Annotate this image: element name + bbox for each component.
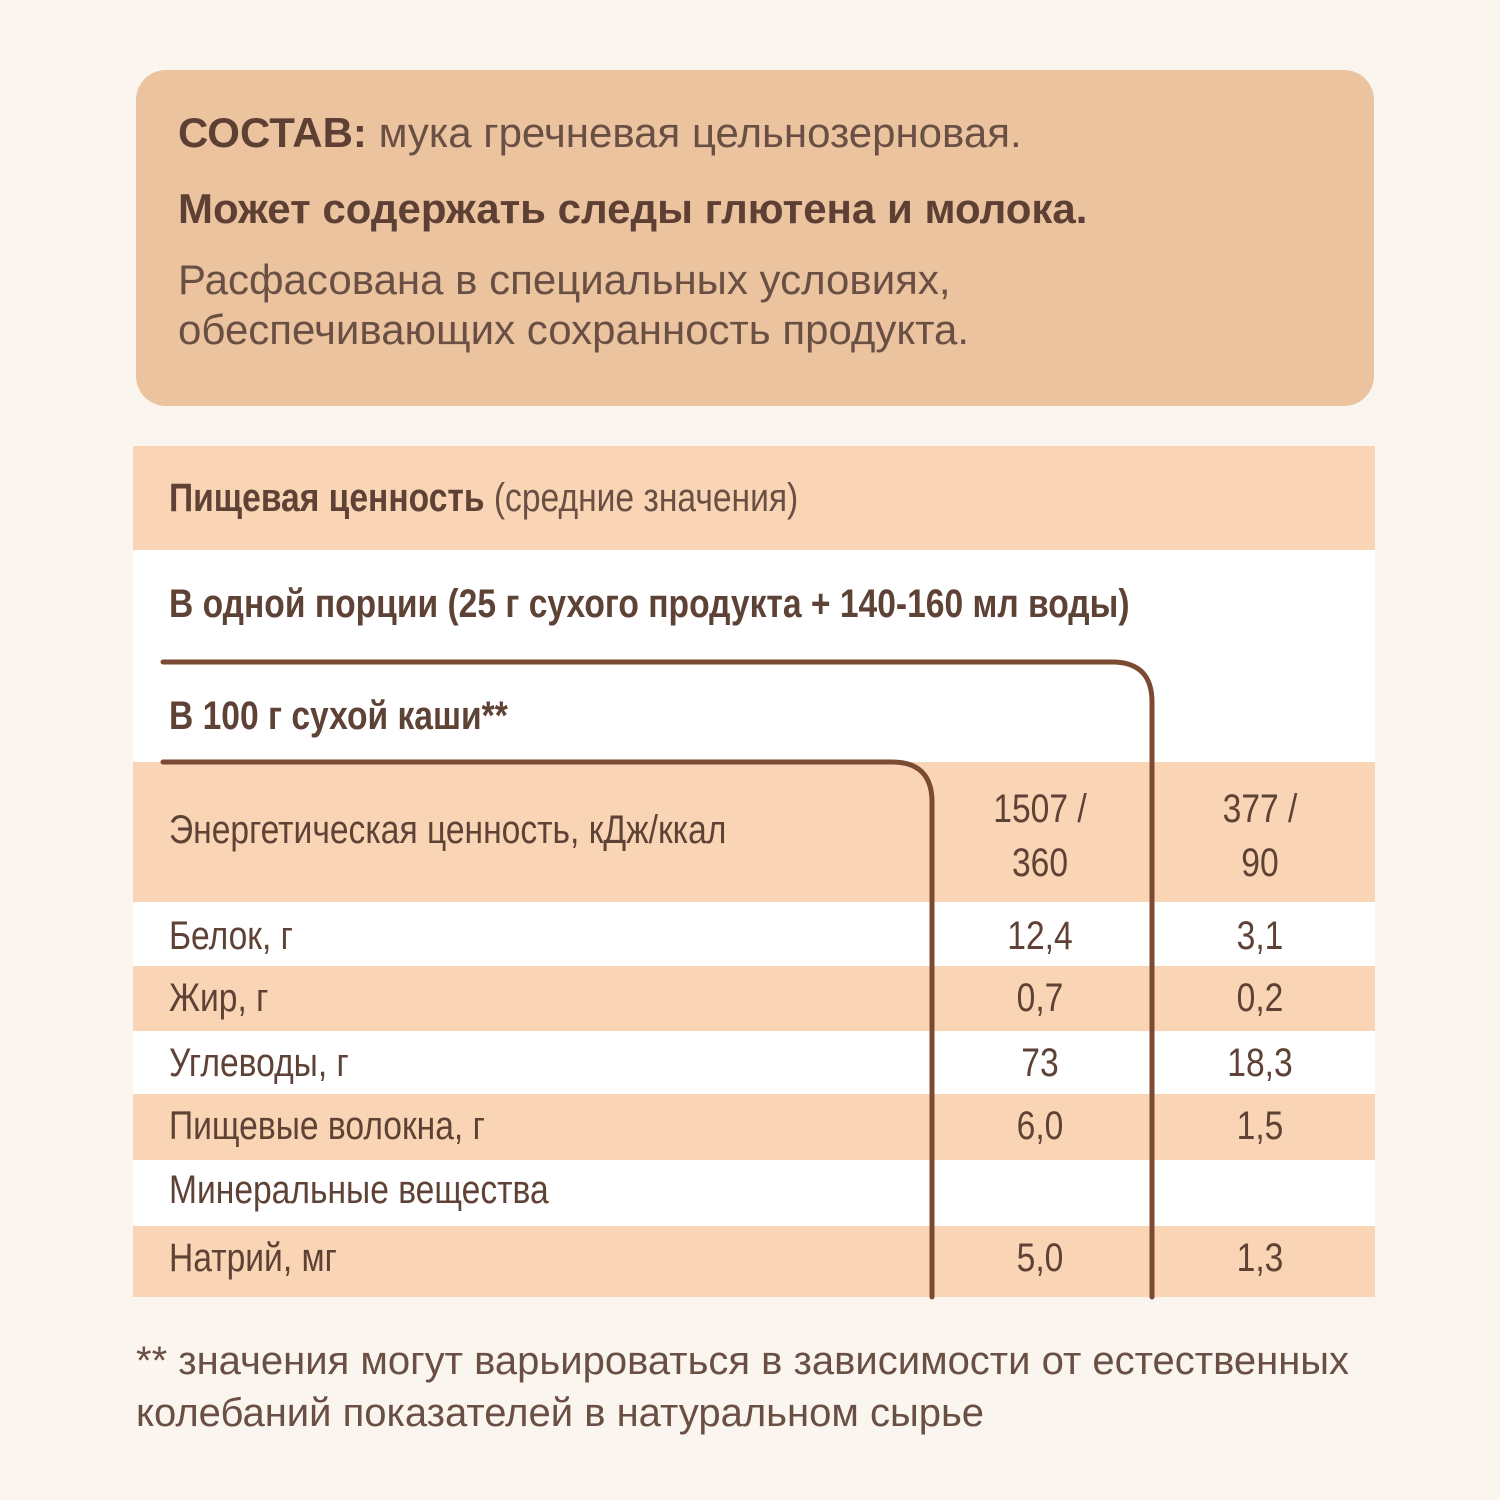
- per-portion-value: 0,2: [1236, 976, 1284, 1020]
- table-row: [133, 902, 1375, 966]
- nutrition-title: [169, 476, 798, 521]
- packaging-line-1: Расфасована в специальных условиях,: [178, 256, 951, 304]
- row-name: Пищевые волокна, г: [169, 1104, 485, 1148]
- value-line-2: 360: [1011, 841, 1069, 885]
- per-100g-value: 0,7: [1016, 976, 1064, 1020]
- per-100g-header-row: [133, 660, 1375, 762]
- per-100g-value: 12,4: [1007, 914, 1073, 958]
- footnote-line-1: ** значения могут варьироваться в зависимости от естественных: [136, 1339, 1350, 1383]
- nutrition-title-row: [133, 446, 1375, 550]
- per-100g-header: В 100 г сухой каши**: [169, 694, 508, 738]
- per-100g-value: [960, 782, 1120, 890]
- row-name: Белок, г: [169, 914, 293, 958]
- nutrition-title-bold: Пищевая ценность: [169, 476, 485, 520]
- value-line-1: 1507 /: [993, 787, 1087, 831]
- footnote: [136, 1335, 1386, 1439]
- value-line-1: 377 /: [1222, 787, 1298, 831]
- row-name: Энергетическая ценность, кДж/ккал: [169, 808, 727, 852]
- composition-label: СОСТАВ:: [178, 109, 367, 156]
- value-line-2: 90: [1241, 841, 1279, 885]
- per-100g-value: 73: [1021, 1041, 1059, 1085]
- per-portion-header: В одной порции (25 г сухого продукта + 140-160 мл воды): [169, 582, 1130, 626]
- row-name: Натрий, мг: [169, 1236, 337, 1280]
- per-portion-value: 3,1: [1236, 914, 1284, 958]
- footnote-line-2: колебаний показателей в натуральном сырье: [136, 1391, 985, 1435]
- composition-line: [178, 108, 1374, 158]
- per-portion-value: 18,3: [1227, 1041, 1293, 1085]
- table-row: [133, 1031, 1375, 1094]
- per-100g-value: 6,0: [1016, 1104, 1064, 1148]
- allergen-warning: Может содержать следы глютена и молока.: [178, 184, 1088, 232]
- table-row: [133, 1094, 1375, 1160]
- row-name: Жир, г: [169, 976, 269, 1020]
- per-portion-value: [1180, 782, 1340, 890]
- composition-box: [136, 70, 1374, 406]
- nutrition-title-rest: (средние значения): [484, 476, 799, 520]
- per-portion-value: 1,3: [1236, 1236, 1284, 1280]
- per-portion-header-row: [133, 550, 1375, 660]
- per-100g-value: 5,0: [1016, 1236, 1064, 1280]
- table-row: [133, 1226, 1375, 1297]
- packaging-line-2: обеспечивающих сохранность продукта.: [178, 305, 970, 353]
- per-portion-value: 1,5: [1236, 1104, 1284, 1148]
- table-row: [133, 1160, 1375, 1226]
- nutrition-table: [133, 446, 1375, 1297]
- table-row: [133, 762, 1375, 902]
- row-name: Углеводы, г: [169, 1041, 349, 1085]
- row-name: Минеральные вещества: [169, 1168, 549, 1212]
- table-row: [133, 966, 1375, 1031]
- composition-text: мука гречневая цельнозерновая.: [366, 109, 1022, 156]
